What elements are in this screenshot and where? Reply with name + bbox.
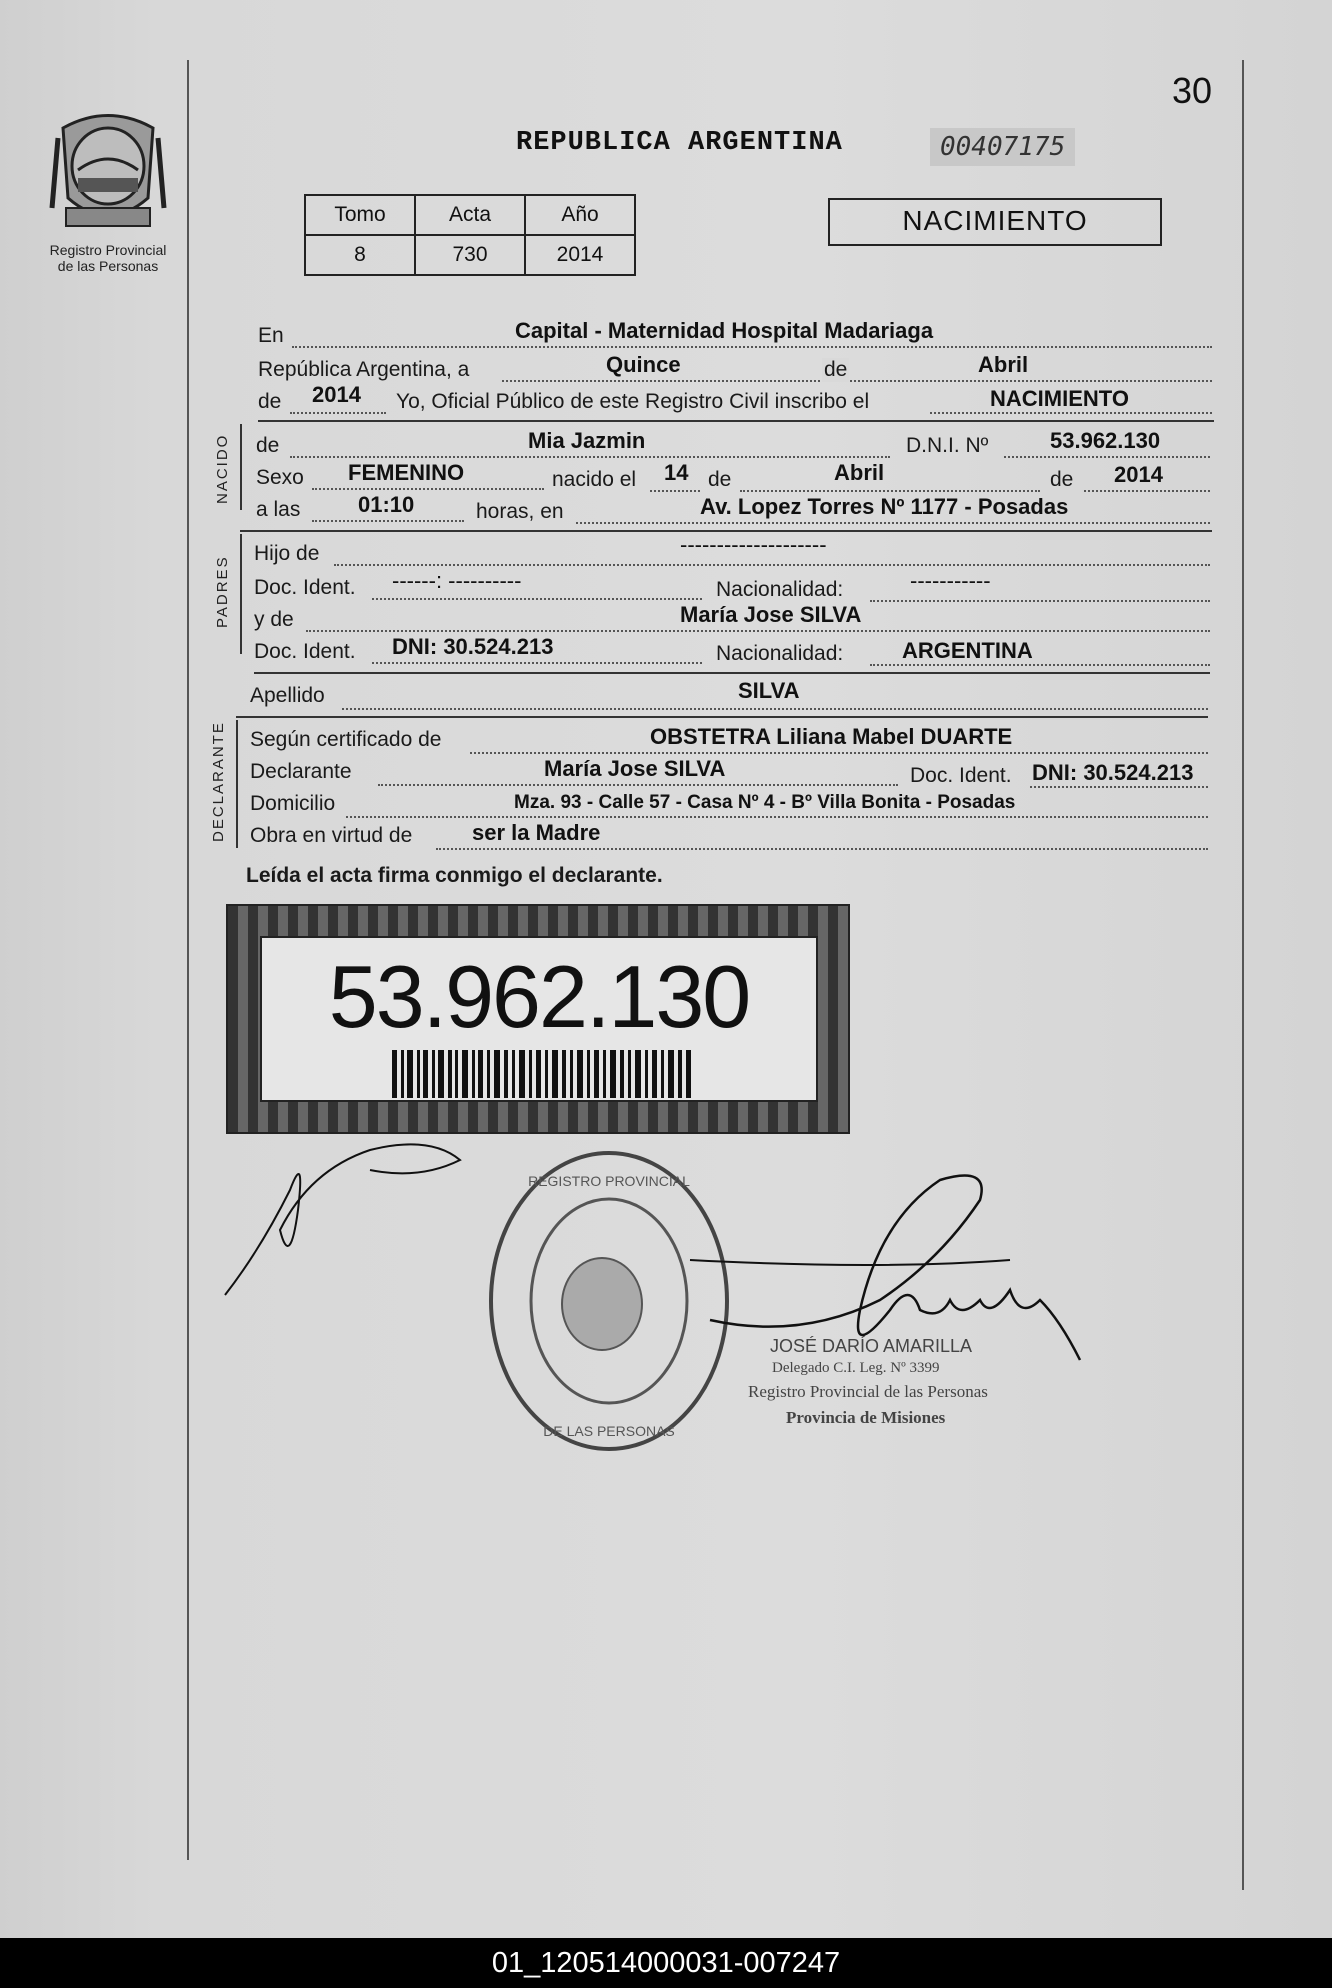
decl-doc-label: Doc. Ident. (910, 764, 1012, 787)
acta-header: Acta (415, 195, 525, 235)
declarant-signature (220, 1130, 480, 1300)
hijo-de-label: Hijo de (254, 542, 320, 565)
day-word: Quince (606, 352, 681, 377)
birth-month: Abril (834, 460, 885, 485)
anio-header: Año (525, 195, 635, 235)
nacido-section-label: NACIDO (214, 433, 231, 504)
logo-caption-line1: Registro Provincial (49, 242, 167, 258)
tomo-header: Tomo (305, 195, 415, 235)
barcode-number: 53.962.130 (328, 947, 750, 1046)
declarante-section-label: DECLARANTE (210, 721, 227, 842)
cert-label: Según certificado de (250, 728, 442, 751)
father-name: -------------------- (680, 532, 827, 557)
decl-label: Declarante (250, 760, 352, 783)
decl-value: María Jose SILVA (544, 756, 726, 781)
svg-text:DE LAS PERSONAS: DE LAS PERSONAS (543, 1423, 675, 1439)
logo-caption-line2: de las Personas (57, 258, 159, 274)
acta-value: 730 (415, 235, 525, 275)
stamp-official-name: JOSÉ DARÍO AMARILLA (770, 1336, 973, 1356)
birth-place: Av. Lopez Torres Nº 1177 - Posadas (700, 494, 1069, 519)
nac2-label: Nacionalidad: (716, 642, 844, 665)
apellido-value: SILVA (738, 678, 800, 703)
birth-de-label: de (708, 468, 732, 491)
closing-text: Leída el acta firma conmigo el declarante. (246, 864, 663, 887)
mother-name: María Jose SILVA (680, 602, 862, 627)
birth-year: 2014 (1114, 462, 1163, 487)
sexo-value: FEMENINO (348, 460, 465, 485)
register-table (304, 194, 636, 276)
apellido-label: Apellido (250, 684, 325, 707)
serial-number: 00407175 (930, 128, 1075, 166)
mother-doc: DNI: 30.524.213 (392, 634, 554, 659)
barcode-sticker (226, 904, 850, 1134)
decl-doc-value: DNI: 30.524.213 (1032, 760, 1194, 785)
obra-label: Obra en virtud de (250, 824, 413, 847)
stamp-registry: Registro Provincial de las Personas (748, 1382, 988, 1401)
stamp-province: Provincia de Misiones (786, 1408, 946, 1427)
province-logo (48, 108, 168, 240)
sexo-label: Sexo (256, 466, 304, 489)
de2-label: de (258, 390, 282, 413)
oficial-text: Yo, Oficial Público de este Registro Civil inscribo el (396, 390, 870, 413)
obra-value: ser la Madre (472, 820, 601, 845)
en-value: Capital - Maternidad Hospital Madariaga (515, 318, 934, 343)
left-margin-line (187, 60, 189, 1860)
doc1-label: Doc. Ident. (254, 576, 356, 599)
domicilio-value: Mza. 93 - Calle 57 - Casa Nº 4 - Bº Villa Bonita - Posadas (514, 792, 1016, 813)
nacido-el-label: nacido el (552, 468, 637, 491)
en-label: En (258, 324, 284, 347)
nac1-label: Nacionalidad: (716, 578, 844, 601)
mother-nationality: ARGENTINA (902, 638, 1033, 663)
misiones-crest-icon (48, 108, 168, 240)
stamp-official-role: Delegado C.I. Leg. Nº 3399 (772, 1360, 940, 1376)
page-number: 30 (1172, 70, 1213, 111)
dni-label: D.N.I. Nº (906, 434, 989, 457)
domicilio-label: Domicilio (250, 792, 336, 815)
barcode-icon (392, 1050, 692, 1098)
nacido-de-label: de (256, 434, 280, 457)
padres-section-label: PADRES (214, 555, 231, 628)
tomo-value: 8 (305, 235, 415, 275)
horas-label: horas, en (476, 500, 564, 523)
child-name: Mia Jazmin (528, 428, 646, 453)
scan-footer-id: 01_120514000031-007247 (0, 1938, 1332, 1988)
de-label: de (824, 358, 848, 381)
father-nationality: ----------- (910, 568, 991, 593)
republica-label: República Argentina, a (258, 358, 470, 381)
svg-text:REGISTRO PROVINCIAL: REGISTRO PROVINCIAL (528, 1173, 690, 1189)
record-type-box: NACIMIENTO (828, 198, 1162, 246)
document-title: REPUBLICA ARGENTINA (516, 128, 843, 158)
father-doc: ------: ---------- (392, 568, 522, 593)
event-value: NACIMIENTO (990, 386, 1129, 411)
child-dni: 53.962.130 (1050, 428, 1161, 453)
intro-month: Abril (978, 352, 1029, 377)
doc2-label: Doc. Ident. (254, 640, 356, 663)
right-margin-line (1242, 60, 1244, 1890)
birth-de2-label: de (1050, 468, 1074, 491)
intro-year: 2014 (312, 382, 361, 407)
alas-label: a las (256, 498, 301, 521)
birth-time: 01:10 (358, 492, 415, 517)
birth-day: 14 (664, 460, 689, 485)
cert-value: OBSTETRA Liliana Mabel DUARTE (650, 724, 1013, 749)
anio-value: 2014 (525, 235, 635, 275)
yde-label: y de (254, 608, 294, 631)
